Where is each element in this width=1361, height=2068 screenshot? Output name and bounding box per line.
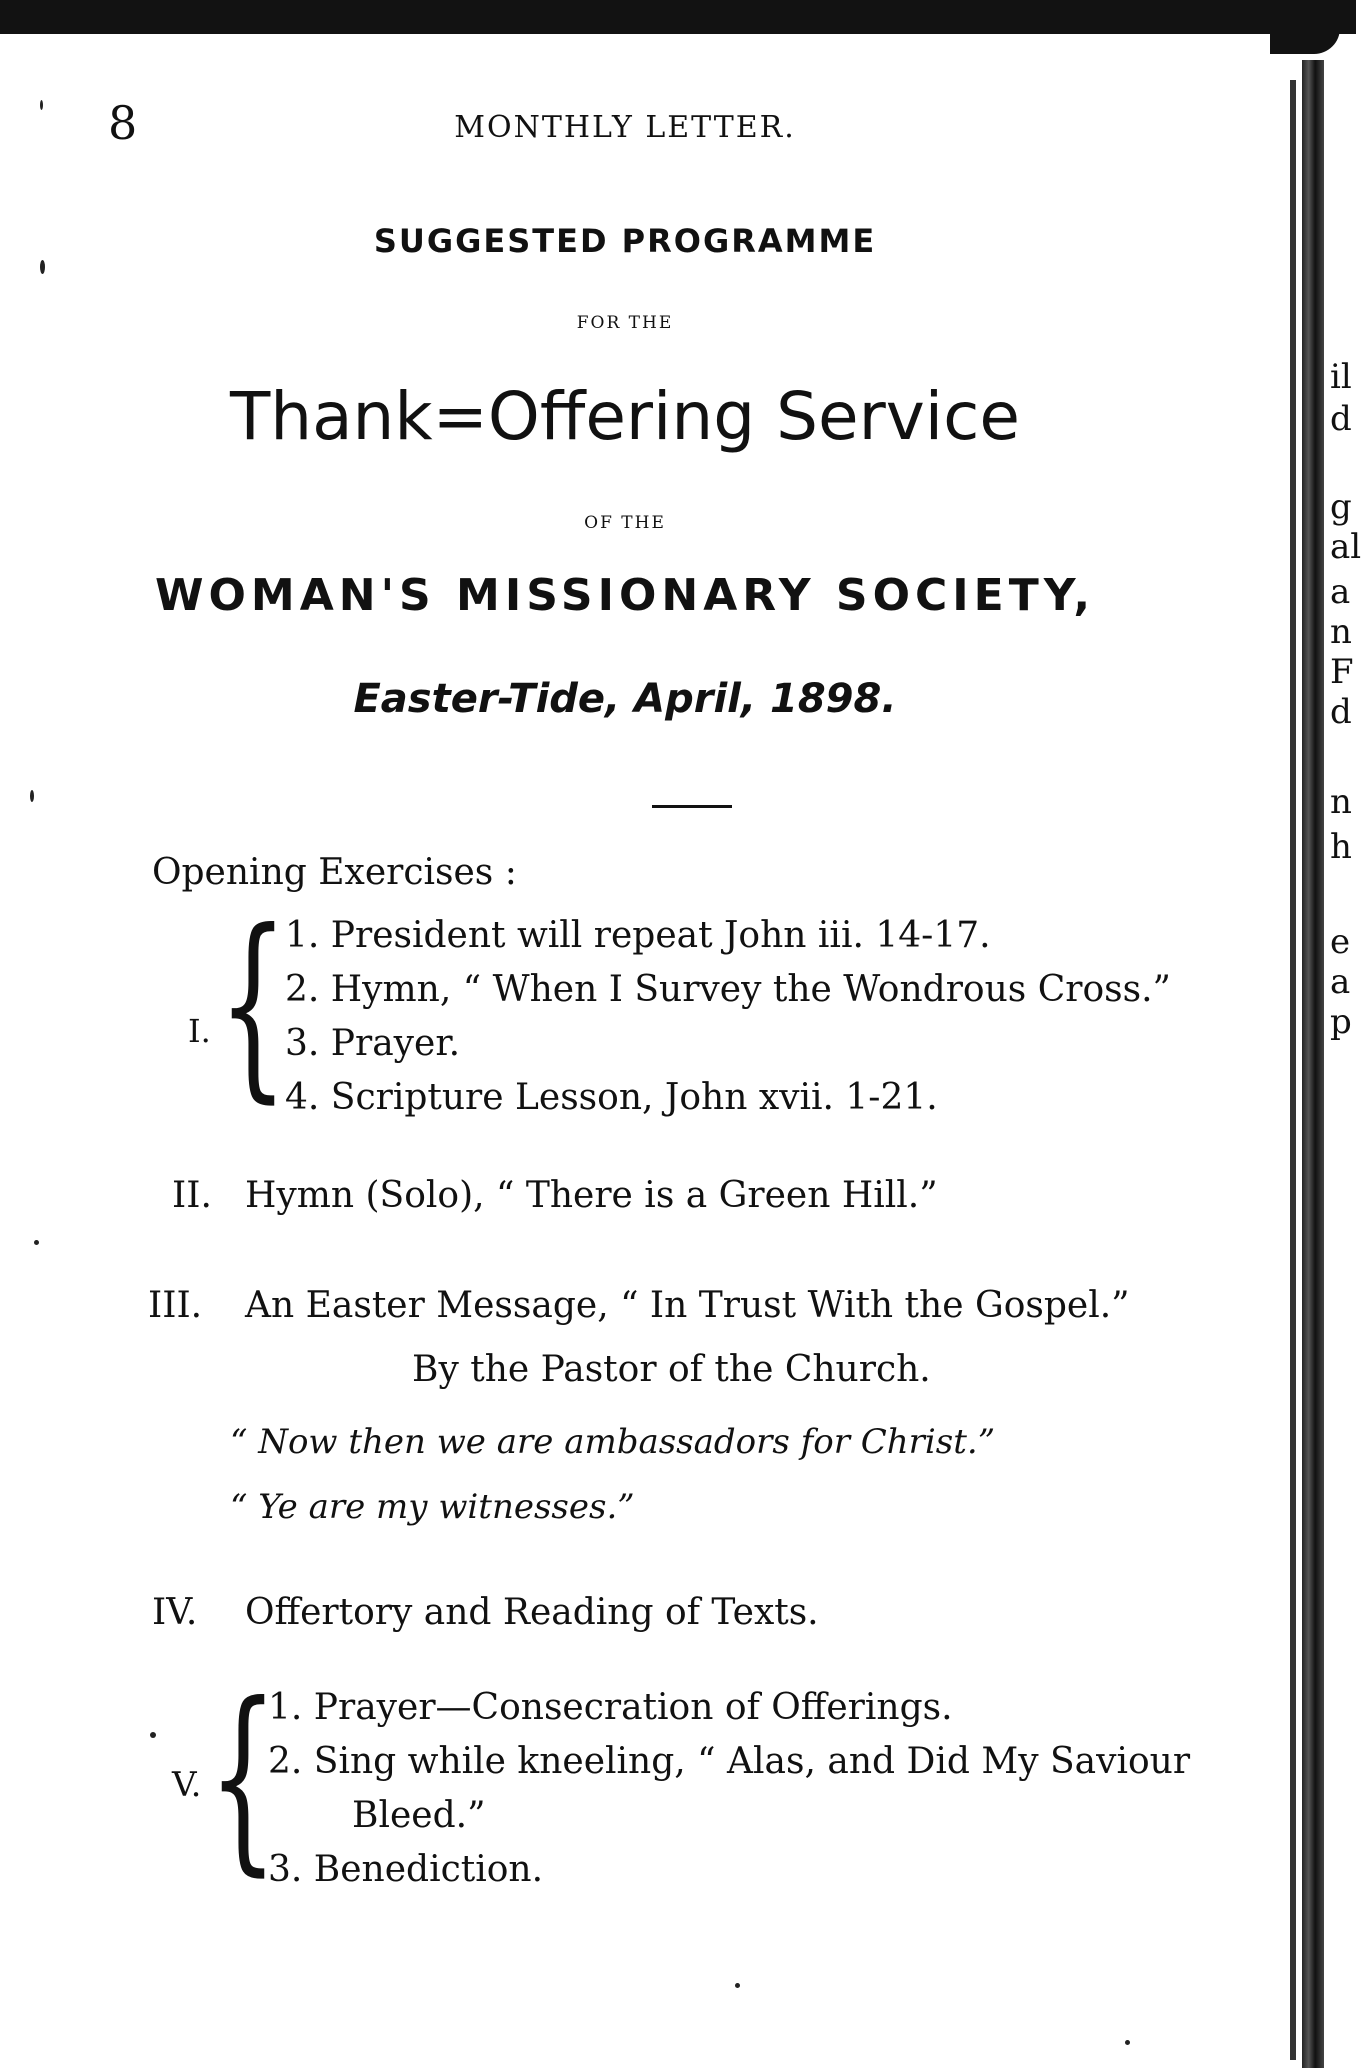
section-numeral: II.: [172, 1175, 212, 1216]
running-title: MONTHLY LETTER.: [454, 110, 796, 145]
margin-fragment: n: [1330, 612, 1352, 652]
scan-speck: [735, 1983, 740, 1988]
margin-fragment: h: [1330, 827, 1352, 867]
scan-speck: [40, 260, 45, 274]
program-item: 1. Prayer—Consecration of Offerings.: [268, 1687, 953, 1728]
scan-speck: [1125, 2040, 1130, 2045]
program-item: 3. Prayer.: [285, 1023, 461, 1064]
service-title: Thank=Offering Service: [229, 378, 1021, 455]
scan-speck: [150, 1732, 156, 1738]
brace: {: [218, 888, 288, 1121]
margin-fragment: il: [1330, 357, 1352, 397]
byline: By the Pastor of the Church.: [412, 1349, 931, 1390]
corner-shadow: [1270, 28, 1340, 54]
margin-fragment: n: [1330, 782, 1352, 822]
scan-speck: [34, 1240, 39, 1245]
margin-fragment: d: [1330, 692, 1352, 732]
program-item: 2. Hymn, “ When I Survey the Wondrous Cross.”: [285, 969, 1171, 1010]
margin-fragment: g: [1330, 487, 1352, 527]
scan-speck: [40, 100, 43, 110]
right-binding-edge: [1302, 60, 1324, 2068]
society-name: WOMAN'S MISSIONARY SOCIETY,: [154, 570, 1096, 621]
section-numeral: I.: [188, 1012, 211, 1050]
scan-speck: [30, 790, 34, 802]
divider-rule: [652, 805, 732, 808]
margin-fragment: e: [1330, 922, 1351, 962]
section-numeral: V.: [172, 1765, 202, 1805]
margin-fragment: d: [1330, 399, 1352, 439]
margin-fragment: p: [1330, 1002, 1352, 1042]
program-item: Bleed.”: [352, 1795, 486, 1836]
margin-fragment: F: [1330, 652, 1354, 692]
section-numeral: III.: [148, 1285, 203, 1326]
gutter-shadow: [1290, 80, 1296, 2060]
brace: {: [208, 1661, 278, 1894]
section-numeral: IV.: [152, 1592, 198, 1633]
program-item: Hymn (Solo), “ There is a Green Hill.”: [245, 1175, 938, 1216]
program-item: 3. Benediction.: [268, 1849, 544, 1890]
date-line: Easter-Tide, April, 1898.: [353, 676, 897, 722]
margin-fragment: al: [1330, 527, 1361, 567]
scripture-quote: “ Ye are my witnesses.”: [230, 1487, 635, 1527]
margin-fragment: a: [1330, 572, 1351, 612]
program-item: 2. Sing while kneeling, “ Alas, and Did My Saviour: [268, 1741, 1191, 1782]
top-scan-edge: [0, 0, 1356, 34]
margin-fragment: a: [1330, 962, 1351, 1002]
for-the-line: FOR THE: [576, 313, 674, 333]
opening-exercises-label: Opening Exercises :: [152, 852, 517, 893]
program-item: Offertory and Reading of Texts.: [245, 1592, 819, 1633]
programme-heading: SUGGESTED PROGRAMME: [373, 222, 877, 260]
program-item: An Easter Message, “ In Trust With the Gospel.”: [245, 1285, 1130, 1326]
program-item: 1. President will repeat John iii. 14-17.: [285, 915, 991, 956]
program-item: 4. Scripture Lesson, John xvii. 1-21.: [285, 1077, 938, 1118]
of-the-line: OF THE: [584, 513, 666, 533]
scripture-quote: “ Now then we are ambassadors for Christ.”: [230, 1422, 996, 1462]
page-number: 8: [108, 96, 138, 150]
